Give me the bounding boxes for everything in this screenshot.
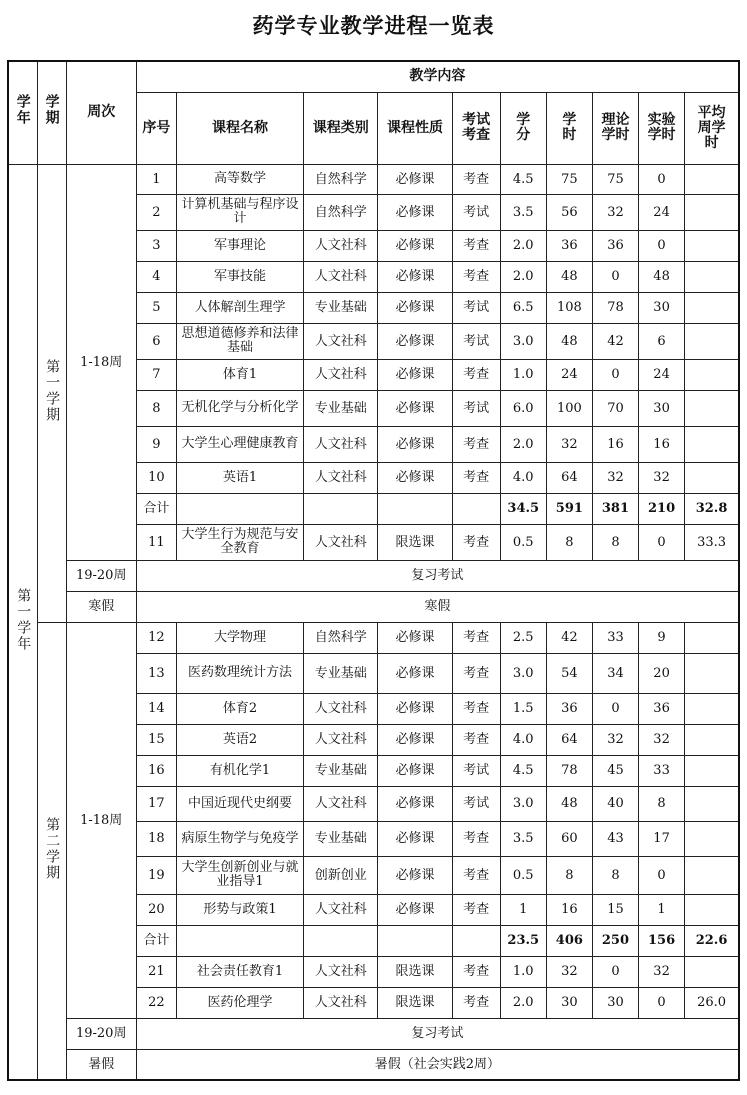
course-exam: 考查: [452, 462, 500, 493]
course-no: 22: [136, 987, 176, 1018]
course-name: 医药伦理学: [176, 987, 303, 1018]
course-name: 军事技能: [176, 261, 303, 292]
course-credit: 4.5: [500, 755, 546, 786]
course-hours: 24: [546, 359, 592, 390]
course-no: 15: [136, 724, 176, 755]
course-credit: 4.5: [500, 164, 546, 194]
course-nature: 限选课: [378, 987, 452, 1018]
course-name: 思想道德修养和法律基础: [176, 323, 303, 359]
term2-weeks: 1-18周: [66, 622, 136, 1018]
course-category: 专业基础: [304, 390, 378, 426]
course-no: 2: [136, 194, 176, 230]
total-label: 合计: [136, 925, 176, 956]
course-lab: 32: [639, 462, 685, 493]
vacation-row: [8, 591, 739, 622]
term1-weeks: 1-18周: [66, 164, 136, 560]
nature-header: 课程性质: [378, 92, 452, 164]
course-hours: 48: [546, 323, 592, 359]
total-weekly: 32.8: [685, 493, 739, 524]
course-theory: 45: [592, 755, 638, 786]
course-theory: 8: [592, 856, 638, 894]
course-category: 人文社科: [304, 426, 378, 462]
header-row-1: [8, 61, 739, 92]
course-exam: 考查: [452, 653, 500, 693]
vacation-text: 暑假（社会实践2周）: [136, 1049, 739, 1080]
course-theory: 30: [592, 987, 638, 1018]
course-lab: 30: [639, 292, 685, 323]
course-no: 19: [136, 856, 176, 894]
course-name: 大学物理: [176, 622, 303, 653]
course-theory: 15: [592, 894, 638, 925]
course-exam: 考查: [452, 359, 500, 390]
category-header: 课程类别: [304, 92, 378, 164]
course-credit: 2.5: [500, 622, 546, 653]
course-nature: 必修课: [378, 230, 452, 261]
course-theory: 34: [592, 653, 638, 693]
total-empty: [176, 493, 303, 524]
course-theory: 33: [592, 622, 638, 653]
course-exam: 考试: [452, 323, 500, 359]
course-hours: 54: [546, 653, 592, 693]
course-weekly: [685, 956, 739, 987]
course-weekly: [685, 292, 739, 323]
course-category: 人文社科: [304, 786, 378, 821]
course-lab: 6: [639, 323, 685, 359]
course-hours: 36: [546, 693, 592, 724]
total-empty: [452, 493, 500, 524]
course-lab: 32: [639, 956, 685, 987]
course-category: 人文社科: [304, 323, 378, 359]
course-name: 有机化学1: [176, 755, 303, 786]
course-exam: 考查: [452, 821, 500, 856]
total-theory: 250: [592, 925, 638, 956]
course-no: 8: [136, 390, 176, 426]
course-weekly: [685, 390, 739, 426]
course-row: [8, 164, 739, 194]
course-nature: 必修课: [378, 426, 452, 462]
course-theory: 0: [592, 261, 638, 292]
course-lab: 1: [639, 894, 685, 925]
course-credit: 3.5: [500, 194, 546, 230]
course-no: 7: [136, 359, 176, 390]
course-hours: 32: [546, 956, 592, 987]
course-theory: 0: [592, 693, 638, 724]
course-no: 5: [136, 292, 176, 323]
course-lab: 17: [639, 821, 685, 856]
course-theory: 42: [592, 323, 638, 359]
course-nature: 必修课: [378, 856, 452, 894]
total-empty: [378, 925, 452, 956]
course-weekly: [685, 164, 739, 194]
course-weekly: [685, 786, 739, 821]
course-category: 人文社科: [304, 462, 378, 493]
course-name: 大学生行为规范与安全教育: [176, 524, 303, 560]
weekly-header: 平均周学时: [685, 92, 739, 164]
course-category: 人文社科: [304, 359, 378, 390]
course-no: 17: [136, 786, 176, 821]
course-no: 12: [136, 622, 176, 653]
course-weekly: 33.3: [685, 524, 739, 560]
course-lab: 0: [639, 230, 685, 261]
course-hours: 100: [546, 390, 592, 426]
review-row: [8, 560, 739, 591]
course-exam: 考查: [452, 693, 500, 724]
course-nature: 必修课: [378, 821, 452, 856]
course-nature: 必修课: [378, 292, 452, 323]
review-row: [8, 1018, 739, 1049]
course-exam: 考查: [452, 987, 500, 1018]
course-theory: 8: [592, 524, 638, 560]
course-category: 人文社科: [304, 261, 378, 292]
vacation-row: [8, 1049, 739, 1080]
course-hours: 32: [546, 426, 592, 462]
course-name: 计算机基础与程序设计: [176, 194, 303, 230]
course-nature: 必修课: [378, 323, 452, 359]
course-exam: 考查: [452, 856, 500, 894]
course-row: [8, 622, 739, 653]
course-name: 大学生心理健康教育: [176, 426, 303, 462]
course-no: 6: [136, 323, 176, 359]
course-credit: 6.0: [500, 390, 546, 426]
course-name: 军事理论: [176, 230, 303, 261]
total-credit: 34.5: [500, 493, 546, 524]
course-theory: 0: [592, 956, 638, 987]
course-credit: 4.0: [500, 462, 546, 493]
course-exam: 考试: [452, 755, 500, 786]
course-exam: 考查: [452, 426, 500, 462]
course-exam: 考查: [452, 230, 500, 261]
course-nature: 必修课: [378, 164, 452, 194]
course-hours: 30: [546, 987, 592, 1018]
review-weeks: 19-20周: [66, 560, 136, 591]
course-name: 大学生创新创业与就业指导1: [176, 856, 303, 894]
total-empty: [378, 493, 452, 524]
course-lab: 24: [639, 359, 685, 390]
course-credit: 4.0: [500, 724, 546, 755]
course-category: 人文社科: [304, 724, 378, 755]
course-category: 人文社科: [304, 987, 378, 1018]
course-name: 英语2: [176, 724, 303, 755]
term1-label: 第一学期: [37, 164, 66, 622]
course-hours: 56: [546, 194, 592, 230]
course-weekly: [685, 693, 739, 724]
course-credit: 1.0: [500, 359, 546, 390]
course-lab: 0: [639, 987, 685, 1018]
content-header: 教学内容: [136, 61, 739, 92]
course-nature: 必修课: [378, 724, 452, 755]
course-credit: 1: [500, 894, 546, 925]
course-weekly: [685, 755, 739, 786]
course-exam: 考查: [452, 524, 500, 560]
course-name: 形势与政策1: [176, 894, 303, 925]
course-hours: 108: [546, 292, 592, 323]
course-nature: 必修课: [378, 261, 452, 292]
course-lab: 36: [639, 693, 685, 724]
course-lab: 20: [639, 653, 685, 693]
course-name: 社会责任教育1: [176, 956, 303, 987]
course-credit: 3.5: [500, 821, 546, 856]
course-hours: 8: [546, 856, 592, 894]
course-credit: 2.0: [500, 426, 546, 462]
course-lab: 48: [639, 261, 685, 292]
course-exam: 考查: [452, 724, 500, 755]
course-theory: 32: [592, 724, 638, 755]
term2-label: 第二学期: [37, 622, 66, 1080]
course-hours: 42: [546, 622, 592, 653]
term-header: 学期: [37, 61, 66, 164]
course-category: 专业基础: [304, 755, 378, 786]
course-theory: 36: [592, 230, 638, 261]
course-exam: 考查: [452, 164, 500, 194]
hours-header: 学时: [546, 92, 592, 164]
course-lab: 0: [639, 164, 685, 194]
course-hours: 16: [546, 894, 592, 925]
vacation-label: 寒假: [66, 591, 136, 622]
course-credit: 3.0: [500, 323, 546, 359]
total-empty: [304, 493, 378, 524]
course-no: 13: [136, 653, 176, 693]
credit-header: 学分: [500, 92, 546, 164]
total-empty: [452, 925, 500, 956]
course-lab: 8: [639, 786, 685, 821]
total-hours: 406: [546, 925, 592, 956]
course-lab: 24: [639, 194, 685, 230]
course-weekly: [685, 894, 739, 925]
course-weekly: [685, 426, 739, 462]
course-lab: 0: [639, 856, 685, 894]
course-no: 1: [136, 164, 176, 194]
course-weekly: [685, 724, 739, 755]
page-title: 药学专业教学进程一览表: [252, 14, 495, 38]
course-credit: 0.5: [500, 856, 546, 894]
course-hours: 48: [546, 261, 592, 292]
course-credit: 3.0: [500, 786, 546, 821]
course-lab: 30: [639, 390, 685, 426]
course-name: 人体解剖生理学: [176, 292, 303, 323]
course-weekly: [685, 323, 739, 359]
course-category: 专业基础: [304, 292, 378, 323]
course-hours: 36: [546, 230, 592, 261]
course-weekly: [685, 194, 739, 230]
course-lab: 32: [639, 724, 685, 755]
course-category: 人文社科: [304, 230, 378, 261]
course-nature: 必修课: [378, 894, 452, 925]
course-no: 9: [136, 426, 176, 462]
total-label: 合计: [136, 493, 176, 524]
total-lab: 210: [639, 493, 685, 524]
review-text: 复习考试: [136, 1018, 739, 1049]
course-theory: 16: [592, 426, 638, 462]
course-theory: 43: [592, 821, 638, 856]
course-category: 人文社科: [304, 956, 378, 987]
course-theory: 75: [592, 164, 638, 194]
total-theory: 381: [592, 493, 638, 524]
course-theory: 32: [592, 462, 638, 493]
course-no: 21: [136, 956, 176, 987]
course-category: 专业基础: [304, 653, 378, 693]
course-weekly: 26.0: [685, 987, 739, 1018]
course-weekly: [685, 261, 739, 292]
course-no: 3: [136, 230, 176, 261]
course-category: 自然科学: [304, 194, 378, 230]
review-weeks: 19-20周: [66, 1018, 136, 1049]
week-header: 周次: [66, 61, 136, 164]
course-weekly: [685, 856, 739, 894]
course-no: 10: [136, 462, 176, 493]
course-name: 医药数理统计方法: [176, 653, 303, 693]
course-hours: 8: [546, 524, 592, 560]
course-nature: 必修课: [378, 755, 452, 786]
course-name: 体育2: [176, 693, 303, 724]
course-name: 体育1: [176, 359, 303, 390]
course-nature: 必修课: [378, 693, 452, 724]
course-theory: 0: [592, 359, 638, 390]
course-nature: 限选课: [378, 956, 452, 987]
course-nature: 必修课: [378, 622, 452, 653]
course-lab: 9: [639, 622, 685, 653]
course-nature: 必修课: [378, 653, 452, 693]
course-exam: 考查: [452, 622, 500, 653]
course-exam: 考试: [452, 390, 500, 426]
course-exam: 考查: [452, 261, 500, 292]
course-hours: 78: [546, 755, 592, 786]
course-theory: 70: [592, 390, 638, 426]
course-exam: 考试: [452, 786, 500, 821]
course-nature: 必修课: [378, 786, 452, 821]
course-hours: 60: [546, 821, 592, 856]
course-no: 18: [136, 821, 176, 856]
course-credit: 2.0: [500, 230, 546, 261]
course-no: 11: [136, 524, 176, 560]
course-header: 课程名称: [176, 92, 303, 164]
course-weekly: [685, 462, 739, 493]
course-lab: 33: [639, 755, 685, 786]
course-category: 创新创业: [304, 856, 378, 894]
course-hours: 48: [546, 786, 592, 821]
course-theory: 78: [592, 292, 638, 323]
course-credit: 2.0: [500, 261, 546, 292]
total-credit: 23.5: [500, 925, 546, 956]
course-category: 专业基础: [304, 821, 378, 856]
course-nature: 必修课: [378, 194, 452, 230]
course-theory: 40: [592, 786, 638, 821]
course-exam: 考试: [452, 292, 500, 323]
course-category: 自然科学: [304, 164, 378, 194]
vacation-text: 寒假: [136, 591, 739, 622]
course-credit: 1.5: [500, 693, 546, 724]
year-cell: 第一学年: [8, 164, 37, 1080]
course-theory: 32: [592, 194, 638, 230]
no-header: 序号: [136, 92, 176, 164]
total-empty: [176, 925, 303, 956]
course-exam: 考查: [452, 894, 500, 925]
course-weekly: [685, 653, 739, 693]
course-weekly: [685, 622, 739, 653]
course-hours: 75: [546, 164, 592, 194]
course-nature: 必修课: [378, 359, 452, 390]
course-nature: 必修课: [378, 390, 452, 426]
total-weekly: 22.6: [685, 925, 739, 956]
course-weekly: [685, 359, 739, 390]
course-no: 4: [136, 261, 176, 292]
total-empty: [304, 925, 378, 956]
course-credit: 1.0: [500, 956, 546, 987]
course-no: 20: [136, 894, 176, 925]
course-category: 自然科学: [304, 622, 378, 653]
course-exam: 考试: [452, 194, 500, 230]
course-no: 14: [136, 693, 176, 724]
course-lab: 16: [639, 426, 685, 462]
course-name: 英语1: [176, 462, 303, 493]
total-hours: 591: [546, 493, 592, 524]
total-lab: 156: [639, 925, 685, 956]
course-category: 人文社科: [304, 894, 378, 925]
vacation-label: 暑假: [66, 1049, 136, 1080]
exam-header: 考试考查: [452, 92, 500, 164]
course-hours: 64: [546, 462, 592, 493]
year-header: 学年: [8, 61, 37, 164]
course-name: 无机化学与分析化学: [176, 390, 303, 426]
course-lab: 0: [639, 524, 685, 560]
course-nature: 限选课: [378, 524, 452, 560]
course-no: 16: [136, 755, 176, 786]
course-name: 高等数学: [176, 164, 303, 194]
course-weekly: [685, 230, 739, 261]
course-category: 人文社科: [304, 693, 378, 724]
course-name: 中国近现代史纲要: [176, 786, 303, 821]
course-credit: 6.5: [500, 292, 546, 323]
course-credit: 2.0: [500, 987, 546, 1018]
course-hours: 64: [546, 724, 592, 755]
course-credit: 3.0: [500, 653, 546, 693]
review-text: 复习考试: [136, 560, 739, 591]
course-name: 病原生物学与免疫学: [176, 821, 303, 856]
course-credit: 0.5: [500, 524, 546, 560]
course-nature: 必修课: [378, 462, 452, 493]
theory-header: 理论学时: [592, 92, 638, 164]
lab-header: 实验学时: [639, 92, 685, 164]
teaching-schedule-table: [7, 60, 740, 1081]
course-exam: 考查: [452, 956, 500, 987]
course-weekly: [685, 821, 739, 856]
course-category: 人文社科: [304, 524, 378, 560]
